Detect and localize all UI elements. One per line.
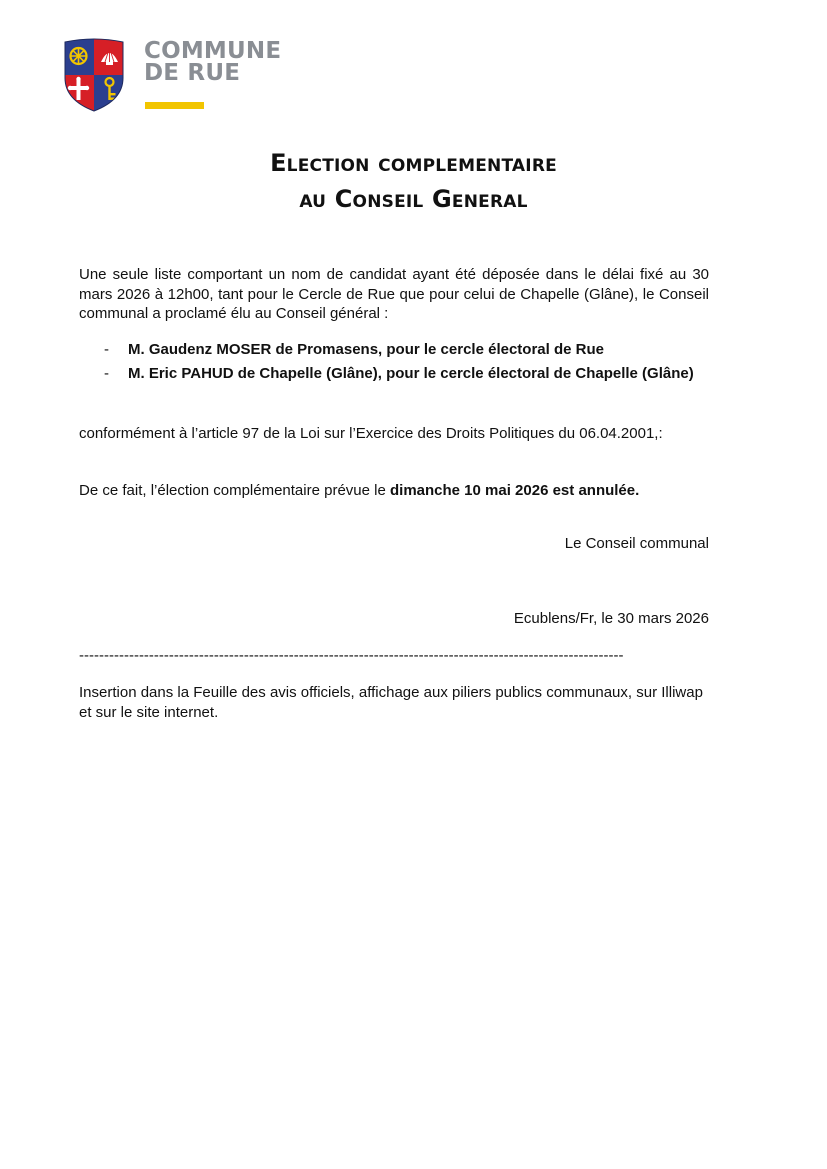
elected-candidates-list [79, 340, 709, 387]
list-item [79, 364, 709, 384]
cancellation-paragraph [79, 481, 709, 501]
intro-paragraph: Une seule liste comportant un nom de candidat ayant été déposée dans le délai fixé au 30 mars 2026 à 12h00, tant pour le Cercle de Rue que pour celui de Chapelle (Glâne), le Conseil communal a proclamé élu au Conseil général : [79, 266, 709, 322]
list-bullet: - [104, 364, 109, 382]
candidate-text: M. Eric PAHUD de Chapelle (Glâne), pour le cercle électoral de Chapelle (Glâne) [128, 364, 694, 382]
separator-line: ------------------------------------------------------------------------------------------------------------- [79, 647, 624, 664]
document-title [0, 145, 827, 217]
title-line-1: Election complementaire [270, 149, 557, 177]
legal-basis-paragraph: conformément à l’article 97 de la Loi sur l’Exercice des Droits Politiques du 06.04.2001,: [79, 425, 663, 442]
list-bullet: - [104, 341, 109, 358]
brand-accent-bar [145, 102, 204, 109]
signature-place-date: Ecublens/Fr, le 30 mars 2026 [513, 610, 709, 627]
list-item [79, 340, 709, 360]
cancellation-emphasis: dimanche 10 mai 2026 est annulée. [390, 482, 640, 499]
brand-line-2: DE RUE [144, 60, 241, 86]
candidate-text: M. Gaudenz MOSER de Promasens, pour le cercle électoral de Rue [128, 341, 604, 358]
coat-of-arms-icon [63, 38, 125, 112]
letterhead [63, 38, 323, 118]
cancellation-prefix: De ce fait, l’élection complémentaire prévue le [79, 482, 390, 499]
brand-line-1: COMMUNE [144, 38, 282, 64]
title-line-2: au Conseil General [299, 185, 528, 213]
signature-council: Le Conseil communal [564, 535, 709, 552]
municipality-name [144, 40, 281, 84]
publication-note: Insertion dans la Feuille des avis officiels, affichage aux piliers publics communaux, sur Illiwap et sur le site internet. [79, 684, 703, 721]
